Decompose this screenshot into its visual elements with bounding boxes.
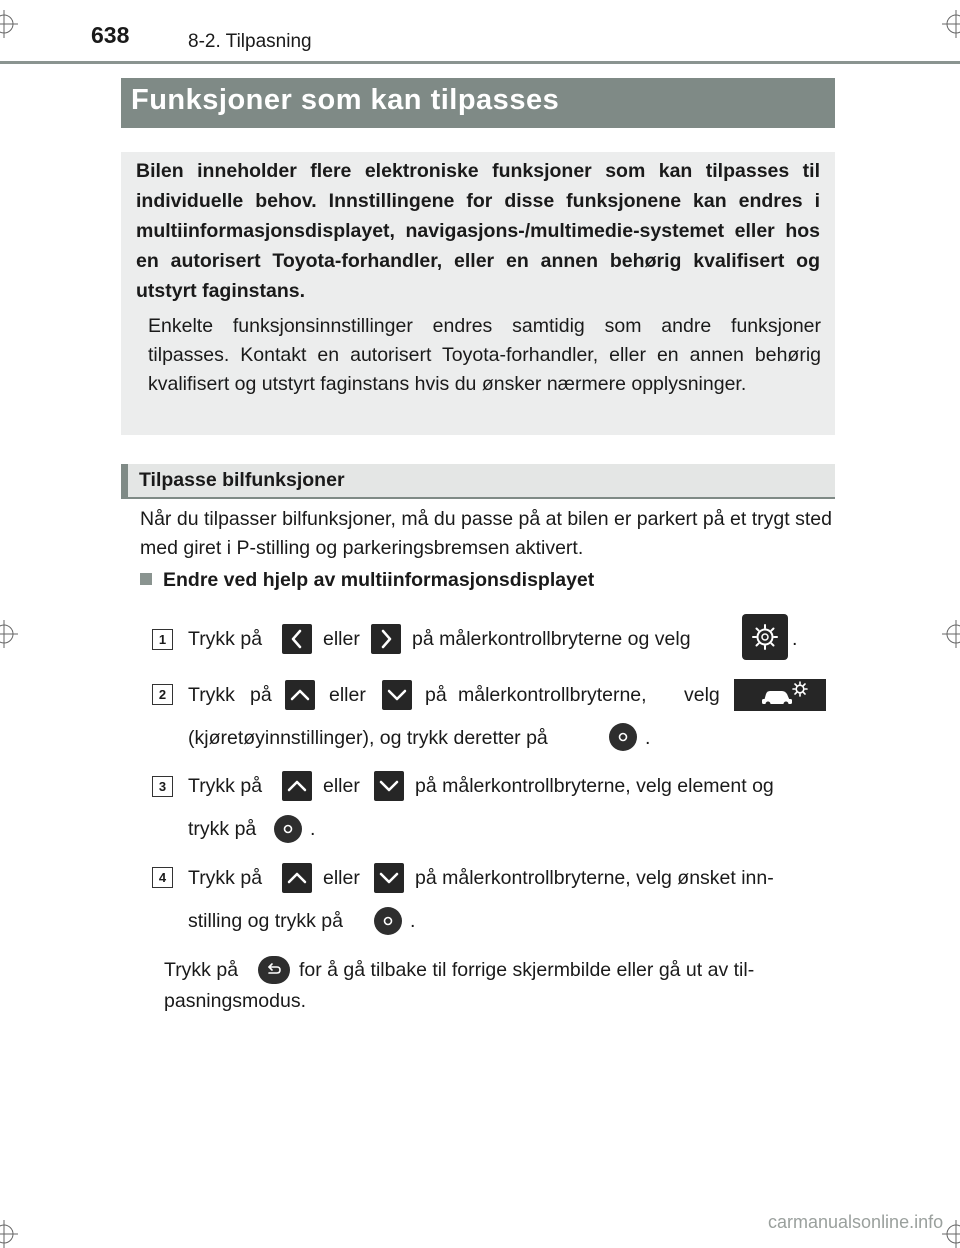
step-number: 2 bbox=[152, 684, 173, 705]
registration-mark-icon bbox=[0, 620, 18, 648]
step-number: 4 bbox=[152, 867, 173, 888]
step-2-text: . bbox=[645, 727, 651, 749]
left-arrow-button-icon bbox=[282, 624, 312, 654]
step-2-text: målerkontrollbryterne, bbox=[458, 684, 647, 706]
right-arrow-button-icon bbox=[371, 624, 401, 654]
up-arrow-button-icon bbox=[282, 863, 312, 893]
step-number: 3 bbox=[152, 776, 173, 797]
back-note-text: for å gå tilbake til forrige skjermbilde eller gå ut av til- bbox=[299, 959, 755, 981]
step-3-text: eller bbox=[323, 775, 360, 797]
intro-summary: Bilen inneholder flere elektroniske funksjoner som kan tilpasses til individuelle behov. Innstillingene for disse funksjonene kan endres i multiinformasjonsdisplayet, navigasjons-/multimedie-systemet eller hos en autorisert Toyota-forhandler, eller en annen behørig kvalifisert og utstyrt faginstans. bbox=[136, 160, 820, 302]
step-4-text: stilling og trykk på bbox=[188, 910, 343, 932]
subsection-accent bbox=[121, 464, 128, 499]
section-label: 8-2. Tilpasning bbox=[188, 31, 312, 52]
step-2-text: på bbox=[250, 684, 272, 706]
square-bullet-icon bbox=[140, 573, 152, 585]
back-button-icon bbox=[258, 956, 290, 984]
down-arrow-button-icon bbox=[382, 680, 412, 710]
step-1-text: på målerkontrollbryterne og velg bbox=[412, 628, 691, 650]
ok-button-icon bbox=[609, 723, 637, 751]
registration-mark-icon bbox=[942, 620, 960, 648]
down-arrow-button-icon bbox=[374, 863, 404, 893]
page-number: 638 bbox=[91, 22, 130, 48]
intro-note: Enkelte funksjonsinnstillinger endres samtidig som andre funksjoner tilpasses. Kontakt en autorisert Toyota-forhandler, eller en annen behørig kvalifisert og utstyrt faginstans hvis du ønsker nærmere opplysninger. bbox=[148, 315, 821, 395]
subsection-title: Tilpasse bilfunksjoner bbox=[139, 469, 345, 491]
step-1-text: eller bbox=[323, 628, 360, 650]
registration-mark-icon bbox=[0, 10, 18, 38]
step-4-text: Trykk på bbox=[188, 867, 263, 889]
step-2-text: Trykk bbox=[188, 684, 235, 706]
header-rule bbox=[0, 61, 960, 64]
method-heading bbox=[140, 569, 594, 592]
title-bar bbox=[121, 78, 835, 128]
step-2-text: velg bbox=[684, 684, 720, 706]
step-3-text: . bbox=[310, 818, 316, 840]
step-3-text: Trykk på bbox=[188, 775, 263, 797]
page-title: Funksjoner som kan tilpasses bbox=[131, 84, 560, 116]
step-number: 1 bbox=[152, 629, 173, 650]
up-arrow-button-icon bbox=[285, 680, 315, 710]
back-note-text: pasningsmodus. bbox=[164, 990, 307, 1012]
down-arrow-button-icon bbox=[374, 771, 404, 801]
step-2-text: på bbox=[425, 684, 447, 706]
vehicle-settings-icon bbox=[734, 679, 826, 711]
settings-gear-icon bbox=[742, 614, 788, 660]
step-2-text: eller bbox=[329, 684, 366, 706]
subsection-header bbox=[121, 464, 835, 499]
step-1-text: Trykk på bbox=[188, 628, 263, 650]
step-1-text: . bbox=[792, 628, 798, 650]
step-3-text: på målerkontrollbryterne, velg element og bbox=[415, 775, 774, 797]
footer-brand: carmanualsonline.info bbox=[768, 1212, 944, 1232]
step-3-text: trykk på bbox=[188, 818, 257, 840]
subsection-paragraph: Når du tilpasser bilfunksjoner, må du passe på at bilen er parkert på et trygt sted med giret i P-stilling og parkeringsbremsen aktivert. bbox=[140, 508, 832, 559]
step-4-text: eller bbox=[323, 867, 360, 889]
up-arrow-button-icon bbox=[282, 771, 312, 801]
method-heading-text: Endre ved hjelp av multiinformasjonsdisplayet bbox=[163, 569, 595, 591]
ok-button-icon bbox=[274, 815, 302, 843]
step-4-text: på målerkontrollbryterne, velg ønsket inn- bbox=[415, 867, 774, 889]
ok-button-icon bbox=[374, 907, 402, 935]
intro-box bbox=[121, 152, 835, 435]
step-4-text: . bbox=[410, 910, 416, 932]
step-2-text: (kjøretøyinnstillinger), og trykk deretter på bbox=[188, 727, 548, 749]
back-note-text: Trykk på bbox=[164, 959, 239, 981]
registration-mark-icon bbox=[942, 10, 960, 38]
